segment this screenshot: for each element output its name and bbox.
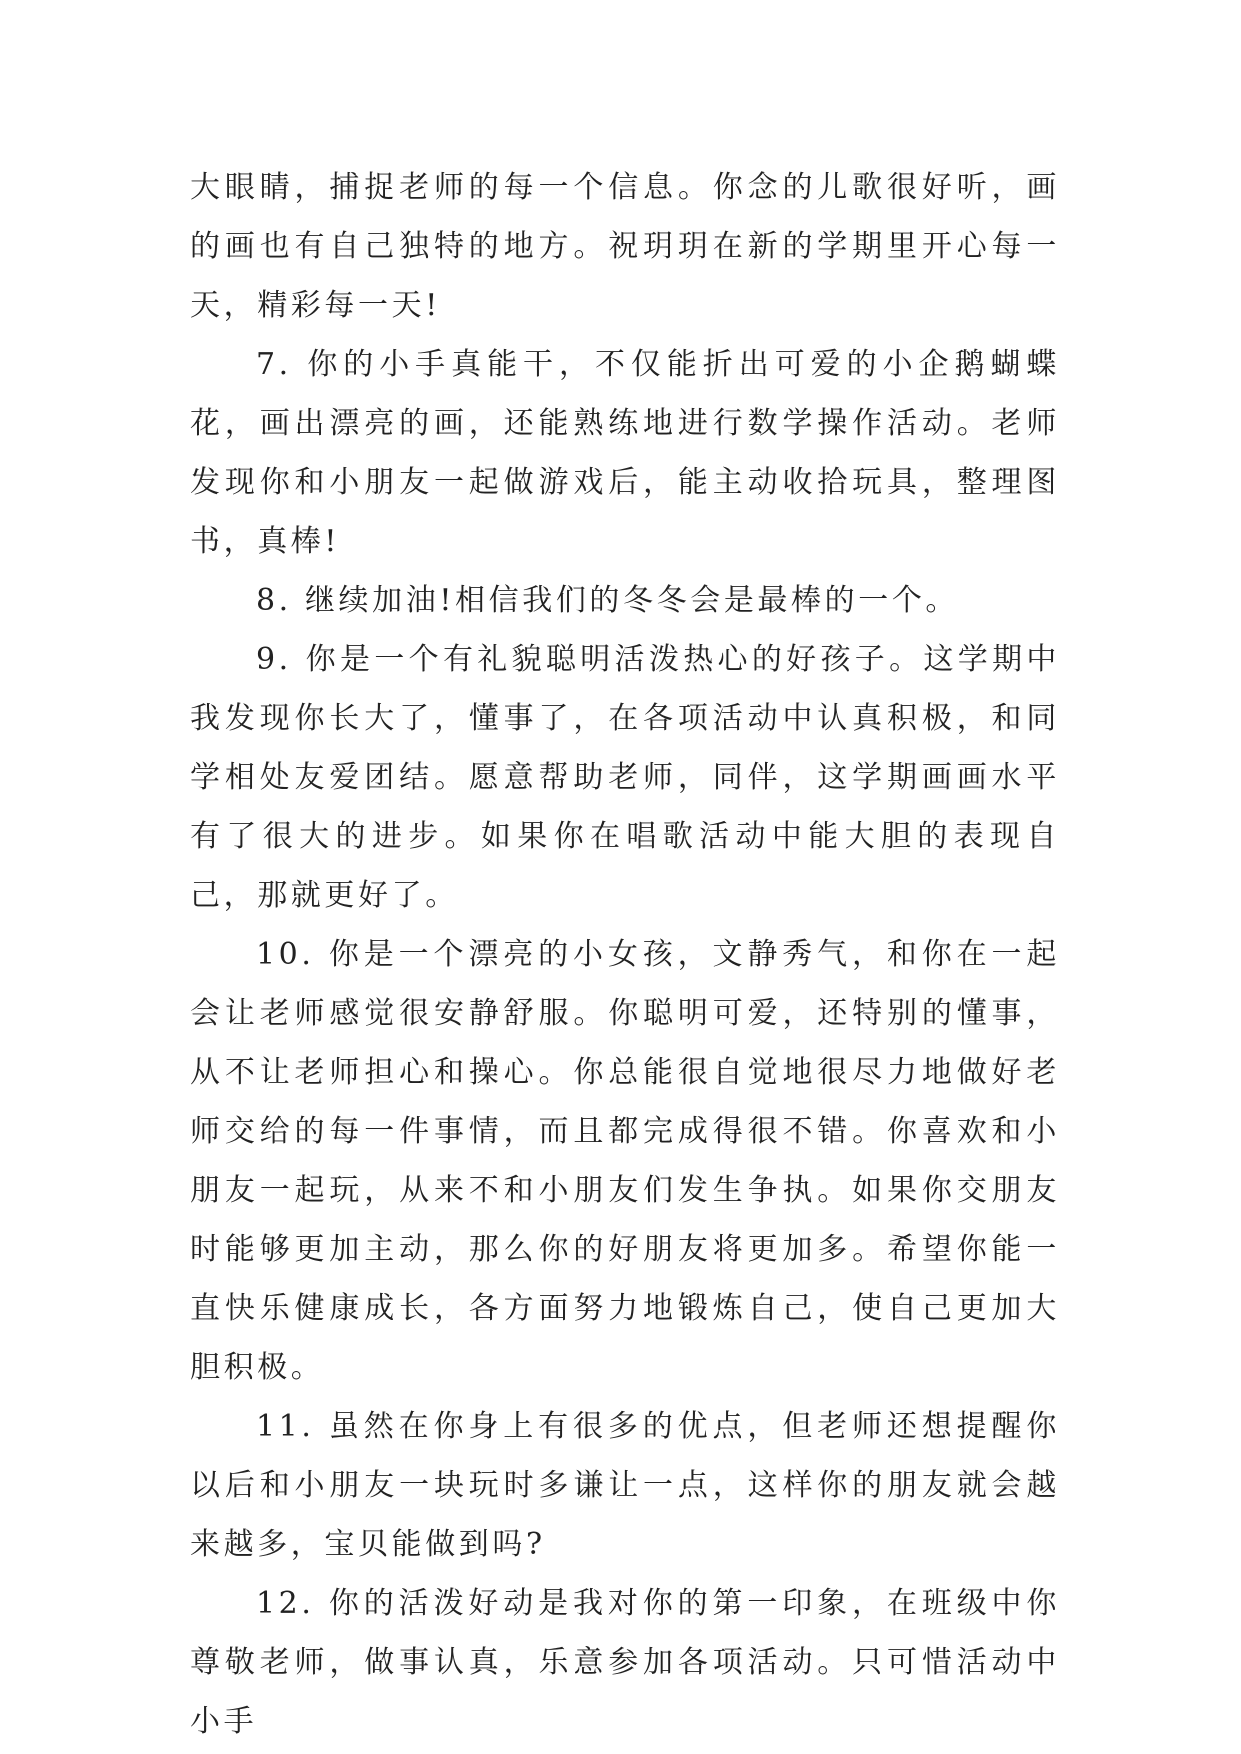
paragraph-item-8: 8. 继续加油!相信我们的冬冬会是最棒的一个。 (256, 583, 960, 618)
paragraph-item-12: 12. 你的活泼好动是我对你的第一印象，在班级中你尊敬老师，做事认真，乐意参加各项活动。只可惜活动中小手 (190, 1586, 1060, 1739)
document-body (190, 158, 1060, 1751)
paragraph-item-7: 7. 你的小手真能干，不仅能折出可爱的小企鹅蝴蝶花，画出漂亮的画，还能熟练地进行数学操作活动。老师发现你和小朋友一起做游戏后，能主动收拾玩具，整理图书，真棒! (190, 347, 1060, 559)
paragraph-item-11: 11. 虽然在你身上有很多的优点，但老师还想提醒你以后和小朋友一块玩时多谦让一点，这样你的朋友就会越来越多，宝贝能做到吗? (190, 1409, 1060, 1562)
paragraph-continuation: 大眼睛，捕捉老师的每一个信息。你念的儿歌很好听，画的画也有自己独特的地方。祝玥玥在新的学期里开心每一天，精彩每一天! (190, 170, 1060, 323)
paragraph-item-10: 10. 你是一个漂亮的小女孩，文静秀气，和你在一起会让老师感觉很安静舒服。你聪明可爱，还特别的懂事，从不让老师担心和操心。你总能很自觉地很尽力地做好老师交给的每一件事情，而且都完成得很不错。你喜欢和小朋友一起玩，从来不和小朋友们发生争执。如果你交朋友时能够更加主动，那么你的好朋友将更加多。希望你能一直快乐健康成长，各方面努力地锻炼自己，使自己更加大胆积极。 (190, 937, 1060, 1385)
paragraph-item-9: 9. 你是一个有礼貌聪明活泼热心的好孩子。这学期中我发现你长大了，懂事了，在各项活动中认真积极，和同学相处友爱团结。愿意帮助老师，同伴，这学期画画水平有了很大的进步。如果你在唱歌活动中能大胆的表现自己，那就更好了。 (190, 642, 1060, 913)
